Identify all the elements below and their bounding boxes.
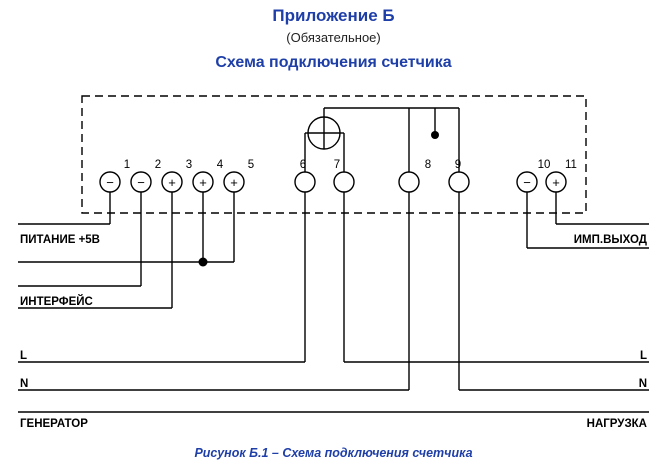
terminal-6[interactable] xyxy=(295,172,315,192)
label-pulse-output: ИМП.ВЫХОД xyxy=(573,234,647,246)
terminal-10-number: 10 xyxy=(537,159,551,171)
terminal-2-number: 2 xyxy=(154,159,162,171)
power-circuit xyxy=(18,192,649,412)
terminal-11-number: 11 xyxy=(565,159,577,171)
label-load: НАГРУЗКА xyxy=(586,418,647,430)
label-power: ПИТАНИЕ +5В xyxy=(20,234,100,246)
label-left-n: N xyxy=(20,378,29,390)
terminal-3-number: 3 xyxy=(185,159,193,171)
scheme-title: Схема подключения счетчика xyxy=(215,54,452,71)
terminal-9-number: 9 xyxy=(454,159,462,171)
junction-dot xyxy=(199,258,208,267)
terminal-5-sign: + xyxy=(230,175,238,190)
terminal-4-number: 4 xyxy=(216,159,224,171)
terminal-8[interactable] xyxy=(399,172,419,192)
page-subtitle: (Обязательное) xyxy=(286,30,381,45)
terminal-6-number: 6 xyxy=(299,159,307,171)
terminal-11-sign: + xyxy=(552,175,560,190)
terminal-4-sign: + xyxy=(199,175,207,190)
label-interface: ИНТЕРФЕЙС xyxy=(20,296,93,308)
terminal-7[interactable] xyxy=(334,172,354,192)
terminal-7-number: 7 xyxy=(333,159,341,171)
label-left-l: L xyxy=(20,350,28,362)
label-right-l: L xyxy=(639,350,647,362)
left-wiring xyxy=(18,192,234,308)
label-generator: ГЕНЕРАТОР xyxy=(20,418,88,430)
figure-caption: Рисунок Б.1 – Схема подключения счетчика xyxy=(194,446,473,460)
terminal-9[interactable] xyxy=(449,172,469,192)
terminal-8-number: 8 xyxy=(424,159,432,171)
terminal-10-sign: − xyxy=(523,175,531,190)
terminal-2-sign: − xyxy=(137,175,145,190)
terminal-numbers xyxy=(124,159,577,171)
terminal-3-sign: + xyxy=(168,175,176,190)
page-title: Приложение Б xyxy=(272,6,395,25)
terminal-5-number: 5 xyxy=(247,159,255,171)
meter-enclosure xyxy=(82,96,586,213)
terminal-1-sign: − xyxy=(106,175,114,190)
terminal-signs xyxy=(106,175,560,190)
terminal-1-number: 1 xyxy=(123,159,131,171)
label-right-n: N xyxy=(638,378,647,390)
